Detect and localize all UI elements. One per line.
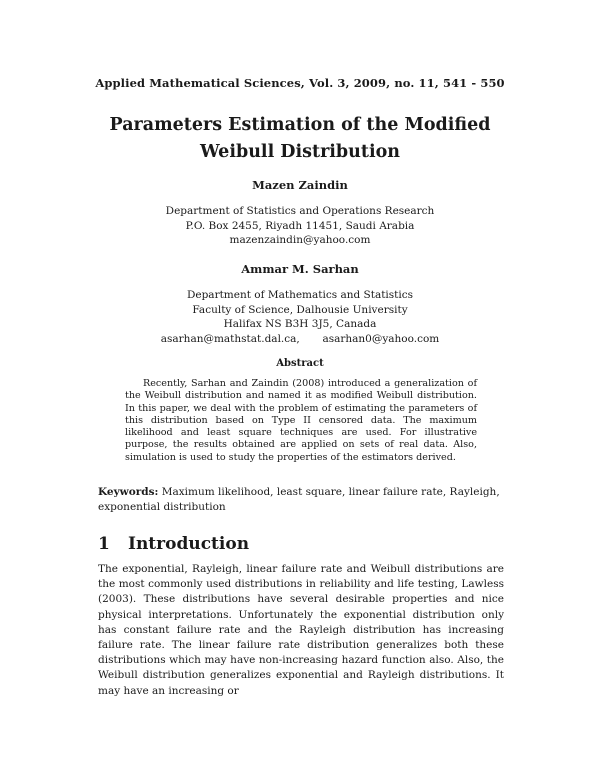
author-2-email-2: asarhan0@yahoo.com xyxy=(322,332,440,345)
title-line-2: Weibull Distribution xyxy=(199,142,401,162)
affiliation-line: Department of Mathematics and Statistics xyxy=(186,289,414,301)
affiliation-line: P.O. Box 2455, Riyadh 11451, Saudi Arabia xyxy=(185,219,415,232)
author-2-name: Ammar M. Sarhan xyxy=(241,262,359,276)
paper-title xyxy=(0,112,600,166)
author-1-affiliation xyxy=(0,204,600,248)
introduction-paragraph: The exponential, Rayleigh, linear failure rate and Weibull distributions are the most commonly used distributions in reliability and life testing, Lawless (2003). These distributions have several desirable properties and nice physical interpretations. Unfortunately the exponential distribution only has constant failure rate and the Rayleigh distribution has increasing failure rate. The linear failure rate distribution generalizes both these distributions which may have non-increasing hazard function also. Also, the Weibull distribution generalizes exponential and Rayleigh distributions. It may have an increasing or xyxy=(98,563,504,697)
section-number: 1 xyxy=(98,534,110,554)
author-1-name: Mazen Zaindin xyxy=(252,178,348,192)
keywords-text: Maximum likelihood, least square, linear failure rate, Rayleigh, exponential distribution xyxy=(98,486,500,513)
section-title: Introduction xyxy=(128,534,250,554)
author-2-email-1: asarhan@mathstat.dal.ca, xyxy=(160,332,300,345)
author-1-email: mazenzaindin@yahoo.com xyxy=(229,234,371,246)
journal-citation: Applied Mathematical Sciences, Vol. 3, 2009, no. 11, 541 - 550 xyxy=(95,76,505,90)
affiliation-line: Faculty of Science, Dalhousie University xyxy=(192,303,408,316)
keywords-label: Keywords: xyxy=(98,486,159,498)
abstract-text: Recently, Sarhan and Zaindin (2008) introduced a generalization of the Weibull distribution and named it as modified Weibull distribution. In this paper, we deal with the problem of estimating the parameters of this distribution based on Type II censored data. The maximum likelihood and least square techniques are used. For illustrative purpose, the results obtained are applied on sets of real data. Also, simulation is used to study the properties of the estimators derived. xyxy=(125,378,477,463)
author-2-affiliation xyxy=(0,288,600,346)
author-2-emails xyxy=(0,332,600,347)
title-line-1: Parameters Estimation of the Modified xyxy=(109,115,491,135)
affiliation-line: Department of Statistics and Operations Research xyxy=(165,205,435,217)
section-heading xyxy=(98,534,249,554)
keywords xyxy=(98,485,504,515)
abstract-heading: Abstract xyxy=(276,358,324,369)
affiliation-line: Halifax NS B3H 3J5, Canada xyxy=(223,318,377,330)
